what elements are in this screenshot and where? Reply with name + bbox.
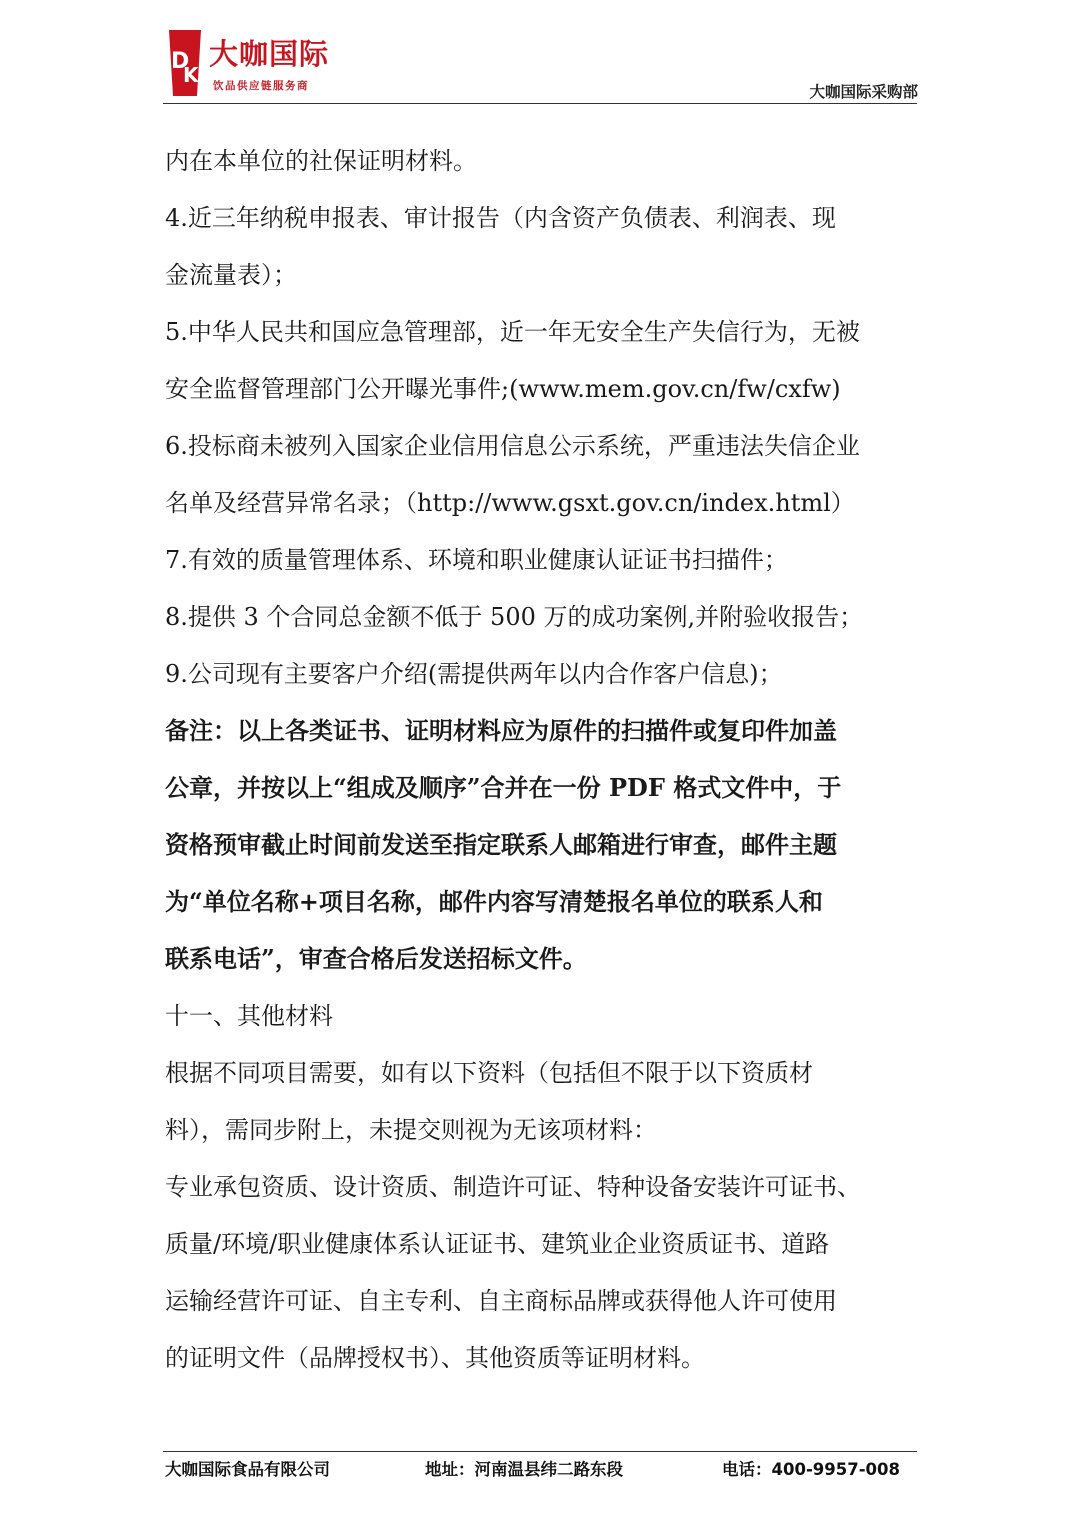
- note-line: 联系电话”，审查合格后发送招标文件。: [165, 944, 587, 973]
- dk-cup-logo-icon: [163, 26, 207, 98]
- footer-phone: 电话：400-9957-008: [722, 1460, 901, 1479]
- section-heading: 十一、其他材料: [165, 1002, 333, 1030]
- body-line: 的证明文件（品牌授权书）、其他资质等证明材料。: [165, 1344, 705, 1372]
- body-line: 6.投标商未被列入国家企业信用信息公示系统，严重违法失信企业: [165, 432, 860, 460]
- footer-divider: [163, 1451, 917, 1452]
- note-line: 公章，并按以上“组成及顺序”合并在一份 PDF 格式文件中，于: [165, 773, 842, 802]
- note-line: 为“单位名称+项目名称，邮件内容写清楚报名单位的联系人和: [165, 887, 823, 916]
- body-line: 名单及经营异常名录；（http://www.gsxt.gov.cn/index.html）: [165, 489, 855, 517]
- svg-text:D: D: [171, 49, 190, 74]
- body-line: 4.近三年纳税申报表、审计报告（内含资产负债表、利润表、现: [165, 204, 836, 232]
- body-line: 7.有效的质量管理体系、环境和职业健康认证证书扫描件；: [165, 546, 788, 574]
- body-line: 根据不同项目需要，如有以下资料（包括但不限于以下资质材: [165, 1059, 813, 1087]
- body-line: 8.提供 3 个合同总金额不低于 500 万的成功案例,并附验收报告；: [165, 603, 864, 631]
- body-line: 9.公司现有主要客户介绍(需提供两年以内合作客户信息)；: [165, 660, 783, 688]
- footer-company: 大咖国际食品有限公司: [165, 1460, 330, 1479]
- body-line: 质量/环境/职业健康体系认证证书、建筑业企业资质证书、道路: [165, 1230, 830, 1258]
- svg-text:K: K: [183, 63, 199, 87]
- company-logo: [163, 24, 363, 102]
- header-divider: [163, 103, 917, 104]
- footer-address: 地址：河南温县纬二路东段: [425, 1460, 623, 1479]
- body-line: 安全监督管理部门公开曝光事件;(www.mem.gov.cn/fw/cxfw): [165, 375, 841, 403]
- note-line: 备注：以上各类证书、证明材料应为原件的扫描件或复印件加盖: [165, 716, 837, 745]
- note-line: 资格预审截止时间前发送至指定联系人邮箱进行审查，邮件主题: [165, 830, 837, 859]
- body-line: 料），需同步附上，未提交则视为无该项材料：: [165, 1116, 657, 1144]
- logo-tagline: 饮品供应链服务商: [213, 80, 309, 92]
- body-line: 5.中华人民共和国应急管理部，近一年无安全生产失信行为，无被: [165, 318, 860, 346]
- body-line: 金流量表）；: [165, 261, 297, 289]
- body-line: 内在本单位的社保证明材料。: [165, 147, 477, 175]
- logo-name: 大咖国际: [209, 37, 330, 71]
- department-label: 大咖国际采购部: [809, 82, 918, 101]
- body-line: 专业承包资质、设计资质、制造许可证、特种设备安装许可证书、: [165, 1173, 861, 1201]
- body-line: 运输经营许可证、自主专利、自主商标品牌或获得他人许可使用: [165, 1287, 837, 1315]
